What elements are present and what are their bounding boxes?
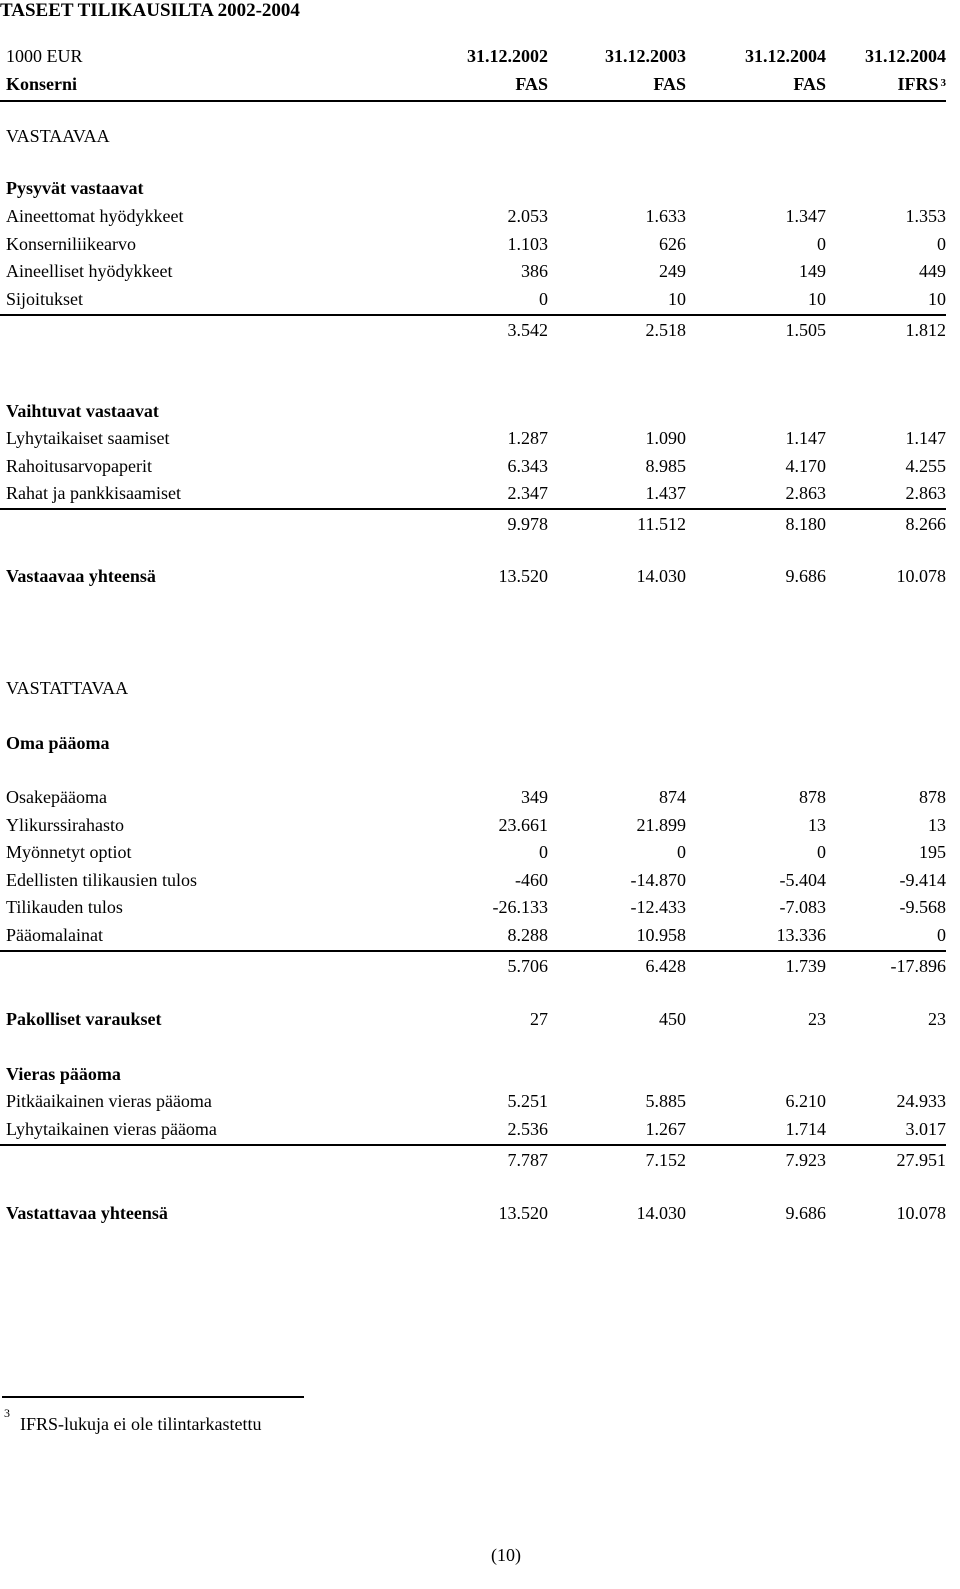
section-heading-assets: VASTAAVAA: [6, 126, 110, 146]
fixed-subtotal-row: 3.542 2.518 1.505 1.812: [507, 320, 946, 340]
table-row: [6, 867, 946, 893]
row-value: 149: [799, 261, 826, 282]
table-row: [6, 231, 946, 257]
row-value: 386: [521, 261, 548, 282]
footnote-rule: [2, 1396, 304, 1398]
table-row: [6, 784, 946, 810]
standard-col-1: FAS: [515, 74, 548, 94]
row-value: 5.885: [645, 1091, 686, 1111]
standard-col-2: FAS: [653, 74, 686, 94]
row-value: 6.210: [785, 1091, 826, 1111]
footnote-number: 3: [4, 1406, 10, 1420]
row-value: 21.899: [636, 814, 686, 835]
row-label: Myönnetyt optiot: [6, 842, 132, 863]
page-number: (10): [491, 1545, 521, 1565]
current-subtotal-rule: [0, 508, 946, 510]
row-label: Tilikauden tulos: [6, 897, 123, 918]
row-label: Lyhytaikainen vieras pääoma: [6, 1118, 217, 1139]
fixed-subtotal-rule: [0, 314, 946, 316]
row-value: 1.090: [645, 428, 686, 448]
row-value: 0: [817, 233, 826, 254]
row-label: Aineelliset hyödykkeet: [6, 261, 173, 282]
row-label: Edellisten tilikausien tulos: [6, 869, 197, 890]
row-value: 2.863: [905, 483, 946, 504]
table-row: [6, 922, 946, 948]
date-col-4: 31.12.2004: [865, 46, 946, 66]
provisions-row: Pakolliset varaukset 27 450 23 23: [6, 1009, 946, 1029]
standard-col-4: [816, 71, 946, 97]
subsection-heading-debt: Vieras pääoma: [6, 1064, 121, 1084]
date-col-1: 31.12.2002: [467, 46, 548, 66]
table-row: [6, 203, 946, 229]
row-value: 8.288: [507, 925, 548, 945]
row-value: 0: [539, 842, 548, 863]
row-value: 3.017: [905, 1118, 946, 1139]
row-value: 13: [928, 814, 946, 835]
row-value: -7.083: [779, 897, 826, 918]
row-label: Lyhytaikaiset saamiset: [6, 428, 170, 448]
table-row: [6, 425, 946, 451]
row-value: -9.568: [899, 897, 946, 918]
page-title: TASEET TILIKAUSILTA 2002-2004: [0, 0, 300, 21]
row-value: 1.347: [785, 206, 826, 226]
row-value: 249: [659, 261, 686, 282]
row-value: 0: [937, 925, 946, 945]
row-value: 8.985: [645, 455, 686, 476]
row-value: 4.255: [905, 455, 946, 476]
row-value: -9.414: [899, 869, 946, 890]
header-dates-row: [6, 43, 946, 69]
row-value: 1.147: [905, 428, 946, 448]
row-value: 1.353: [905, 206, 946, 226]
row-label: Rahat ja pankkisaamiset: [6, 483, 181, 504]
row-value: 13: [808, 814, 826, 835]
table-row: [6, 286, 946, 312]
row-value: 10: [928, 288, 946, 309]
table-row: [6, 839, 946, 865]
row-value: 0: [817, 842, 826, 863]
group-label: Konserni: [6, 74, 78, 94]
row-value: 878: [919, 787, 946, 807]
row-label: Konserniliikearvo: [6, 233, 136, 254]
table-row: [6, 258, 946, 284]
equity-subtotal-rule: [0, 950, 946, 952]
table-row: [6, 812, 946, 838]
row-value: 0: [677, 842, 686, 863]
row-value: -460: [515, 869, 548, 890]
row-label: Aineettomat hyödykkeet: [6, 206, 184, 226]
row-value: 10: [808, 288, 826, 309]
row-value: 24.933: [896, 1091, 946, 1111]
row-value: 13.336: [776, 925, 826, 945]
row-value: 878: [799, 787, 826, 807]
row-value: 10.958: [636, 925, 686, 945]
current-subtotal-row: 9.978 11.512 8.180 8.266: [507, 514, 946, 534]
row-value: -12.433: [630, 897, 686, 918]
row-value: 2.863: [785, 483, 826, 504]
row-value: 1.437: [645, 483, 686, 504]
table-row: [6, 1116, 946, 1142]
unit-label: 1000 EUR: [6, 46, 83, 66]
row-value: 0: [539, 288, 548, 309]
table-row: [6, 453, 946, 479]
equity-subtotal-row: 5.706 6.428 1.739 -17.896: [507, 956, 946, 976]
row-value: 4.170: [785, 455, 826, 476]
assets-total-row: Vastaavaa yhteensä 13.520 14.030 9.686 10.078: [6, 566, 946, 586]
row-label: Pääomalainat: [6, 925, 103, 945]
section-heading-liabilities: VASTATTAVAA: [6, 678, 129, 698]
row-value: 23.661: [498, 814, 548, 835]
table-row: [6, 480, 946, 506]
table-row: [6, 1088, 946, 1114]
row-value: 1.267: [645, 1118, 686, 1139]
row-value: 2.053: [507, 206, 548, 226]
footnote-mark: 3: [940, 77, 946, 89]
row-value: 1.103: [507, 233, 548, 254]
row-value: 1.714: [785, 1118, 826, 1139]
row-value: 1.287: [507, 428, 548, 448]
subsection-heading-equity: Oma pääoma: [6, 733, 110, 753]
date-col-2: 31.12.2003: [605, 46, 686, 66]
row-value: 10: [668, 288, 686, 309]
row-label: Sijoitukset: [6, 288, 84, 309]
row-label: Pitkäaikainen vieras pääoma: [6, 1091, 212, 1111]
footnote-text: IFRS-lukuja ei ole tilintarkastettu: [20, 1414, 262, 1434]
row-value: 5.251: [507, 1091, 548, 1111]
row-value: 195: [919, 842, 946, 863]
subsection-heading-current: Vaihtuvat vastaavat: [6, 401, 159, 421]
row-value: 0: [937, 233, 946, 254]
row-label: Osakepääoma: [6, 787, 107, 807]
header-rule: [0, 100, 946, 102]
debt-subtotal-rule: [0, 1144, 946, 1146]
row-value: 1.633: [645, 206, 686, 226]
subsection-heading-fixed: Pysyvät vastaavat: [6, 178, 144, 198]
row-value: 349: [521, 787, 548, 807]
date-col-3: 31.12.2004: [745, 46, 826, 66]
row-value: 449: [919, 261, 946, 282]
row-value: -26.133: [492, 897, 548, 918]
row-value: -5.404: [779, 869, 826, 890]
row-value: 1.147: [785, 428, 826, 448]
row-value: 6.343: [507, 455, 548, 476]
row-value: 626: [659, 233, 686, 254]
row-value: -14.870: [630, 869, 686, 890]
row-label: Ylikurssirahasto: [6, 814, 124, 835]
table-row: [6, 894, 946, 920]
liabilities-total-row: Vastattavaa yhteensä 13.520 14.030 9.686 10.078: [6, 1203, 946, 1223]
row-value: 2.536: [507, 1118, 548, 1139]
standard-col-4-text: IFRS: [897, 74, 939, 94]
standard-col-3: FAS: [793, 74, 826, 94]
header-standards-row: [6, 71, 946, 97]
row-value: 2.347: [507, 483, 548, 504]
row-value: 874: [659, 787, 686, 807]
debt-subtotal-row: 7.787 7.152 7.923 27.951: [507, 1150, 946, 1170]
row-label: Rahoitusarvopaperit: [6, 455, 152, 476]
